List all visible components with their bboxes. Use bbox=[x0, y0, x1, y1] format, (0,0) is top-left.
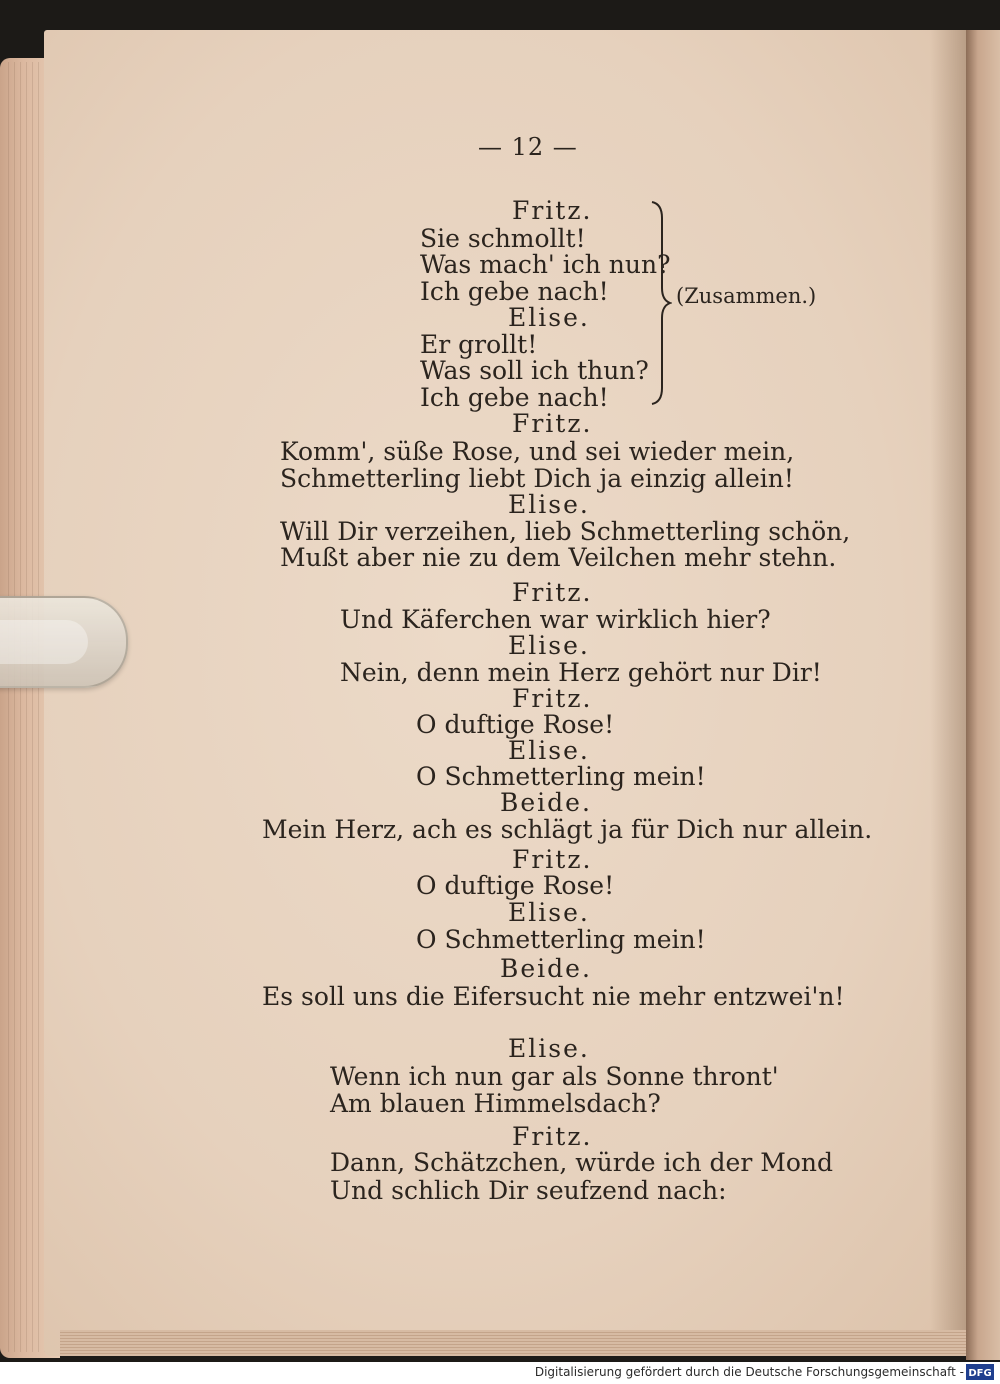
speaker-elise: Elise. bbox=[508, 631, 590, 660]
page-clip-highlight bbox=[0, 620, 88, 664]
footer-credit: Digitalisierung gefördert durch die Deutsche Forschungsgemeinschaft - bbox=[534, 1365, 964, 1379]
page-gutter-shadow bbox=[930, 30, 966, 1356]
svg-text:DFG: DFG bbox=[968, 1368, 992, 1379]
page-clip bbox=[0, 596, 128, 688]
speaker-elise: Elise. bbox=[508, 736, 590, 765]
speaker-beide: Beide. bbox=[500, 954, 592, 983]
speaker-fritz: Fritz. bbox=[512, 1122, 593, 1151]
verse-line: Mein Herz, ach es schlägt ja für Dich nur allein. bbox=[262, 815, 873, 844]
speaker-elise: Elise. bbox=[508, 303, 590, 332]
verse-line: Am blauen Himmelsdach? bbox=[330, 1089, 661, 1118]
speaker-fritz: Fritz. bbox=[512, 684, 593, 713]
verse-line: Und Käferchen war wirklich hier? bbox=[340, 605, 771, 634]
together-note: (Zusammen.) bbox=[676, 284, 817, 308]
verse-line: Will Dir verzeihen, lieb Schmetterling schön, bbox=[280, 517, 851, 546]
page-stack-bottom bbox=[60, 1330, 966, 1356]
verse-line: Mußt aber nie zu dem Veilchen mehr stehn. bbox=[280, 543, 837, 572]
together-brace bbox=[650, 200, 672, 406]
verse-line: O duftige Rose! bbox=[416, 871, 615, 900]
verse-line: Nein, denn mein Herz gehört nur Dir! bbox=[340, 658, 822, 687]
verse-line: Dann, Schätzchen, würde ich der Mond bbox=[330, 1148, 833, 1177]
speaker-elise: Elise. bbox=[508, 1034, 590, 1063]
verse-line: Sie schmollt! bbox=[420, 224, 586, 253]
book-binding-edge bbox=[966, 30, 1000, 1360]
speaker-fritz: Fritz. bbox=[512, 578, 593, 607]
verse-line: Schmetterling liebt Dich ja einzig allein! bbox=[280, 464, 794, 493]
verse-line: Ich gebe nach! bbox=[420, 277, 609, 306]
verse-line: Komm', süße Rose, und sei wieder mein, bbox=[280, 437, 795, 466]
verse-line: O duftige Rose! bbox=[416, 710, 615, 739]
verse-line: Wenn ich nun gar als Sonne thront' bbox=[330, 1062, 779, 1091]
speaker-beide: Beide. bbox=[500, 788, 592, 817]
page-number: — 12 — bbox=[478, 133, 578, 161]
footer-bar bbox=[0, 1362, 1000, 1384]
verse-line: Er grollt! bbox=[420, 330, 538, 359]
verse-line: Was mach' ich nun? bbox=[420, 250, 671, 279]
verse-line: Und schlich Dir seufzend nach: bbox=[330, 1176, 727, 1205]
verse-line: O Schmetterling mein! bbox=[416, 925, 706, 954]
verse-line: Was soll ich thun? bbox=[420, 356, 649, 385]
verse-line: Es soll uns die Eifersucht nie mehr entzwei'n! bbox=[262, 982, 845, 1011]
speaker-fritz: Fritz. bbox=[512, 196, 593, 225]
speaker-elise: Elise. bbox=[508, 898, 590, 927]
dfg-logo-icon bbox=[966, 1364, 994, 1380]
verse-line: Ich gebe nach! bbox=[420, 383, 609, 412]
verse-line: O Schmetterling mein! bbox=[416, 762, 706, 791]
speaker-elise: Elise. bbox=[508, 490, 590, 519]
speaker-fritz: Fritz. bbox=[512, 845, 593, 874]
speaker-fritz: Fritz. bbox=[512, 409, 593, 438]
